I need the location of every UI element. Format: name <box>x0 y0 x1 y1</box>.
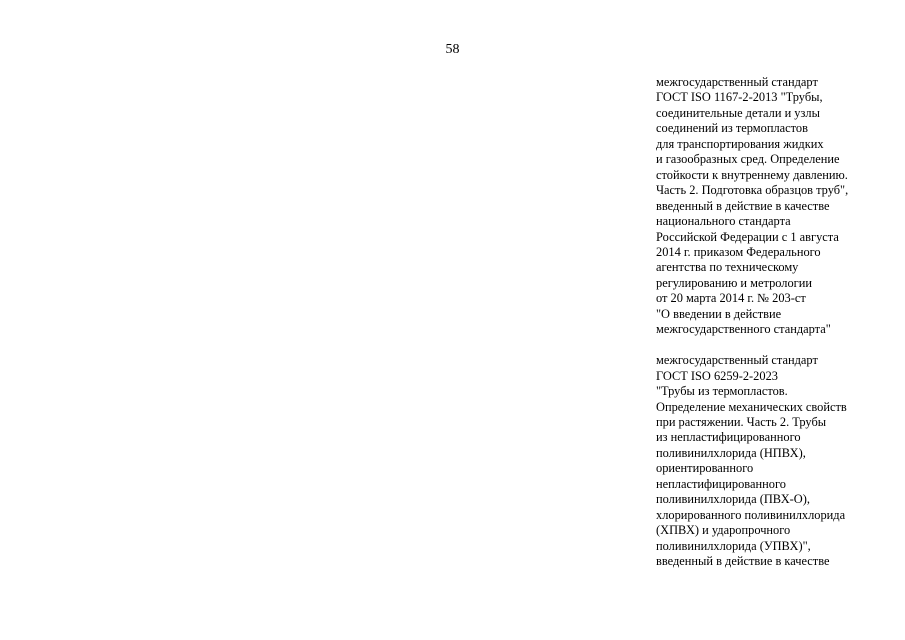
text-line: регулированию и метрологии <box>656 275 813 290</box>
text-line: ГОСТ ISO 1167-2-2013 "Трубы, <box>656 90 823 105</box>
page-number: 58 <box>445 42 460 57</box>
text-line: межгосударственный стандарт <box>656 75 818 89</box>
document-text-column <box>656 75 896 570</box>
text-line: "Трубы из термопластов. <box>656 384 788 399</box>
text-line: введенный в действие в качестве <box>656 198 830 213</box>
text-line: от 20 марта 2014 г. № 203-ст <box>656 291 806 306</box>
text-line: соединений из термопластов <box>656 121 808 136</box>
text-line: поливинилхлорида (НПВХ), <box>656 445 806 460</box>
text-line: для транспортирования жидких <box>656 136 824 151</box>
text-line: 2014 г. приказом Федерального <box>656 244 821 259</box>
text-line: из непластифицированного <box>656 430 801 445</box>
text-line: при растяжении. Часть 2. Трубы <box>656 415 827 430</box>
text-line: Часть 2. Подготовка образцов труб", <box>656 183 849 198</box>
text-line: Российской Федерации с 1 августа <box>656 229 839 244</box>
standard-entry-gost-iso-1167-2-2013 <box>656 75 896 338</box>
standard-entry-gost-iso-6259-2-2023 <box>656 353 896 569</box>
text-line: "О введении в действие <box>656 306 782 321</box>
text-line: поливинилхлорида (ПВХ-О), <box>656 492 810 507</box>
text-line: межгосударственный стандарт <box>656 353 818 368</box>
text-line: ГОСТ ISO 6259-2-2023 <box>656 368 778 383</box>
text-line: межгосударственного стандарта" <box>656 322 831 337</box>
text-line: агентства по техническому <box>656 260 799 275</box>
text-line: непластифицированного <box>656 476 786 491</box>
text-line: стойкости к внутреннему давлению. <box>656 167 848 182</box>
text-line: Определение механических свойств <box>656 399 847 414</box>
text-line: (ХПВХ) и ударопрочного <box>656 523 791 538</box>
text-line: введенный в действие в качестве <box>656 554 830 569</box>
text-line: хлорированного поливинилхлорида <box>656 507 846 522</box>
text-line: ориентированного <box>656 461 754 476</box>
text-line: поливинилхлорида (УПВХ)", <box>656 538 811 553</box>
text-line: и газообразных сред. Определение <box>656 152 840 167</box>
text-line: соединительные детали и узлы <box>656 105 820 120</box>
text-line: национального стандарта <box>656 214 791 229</box>
